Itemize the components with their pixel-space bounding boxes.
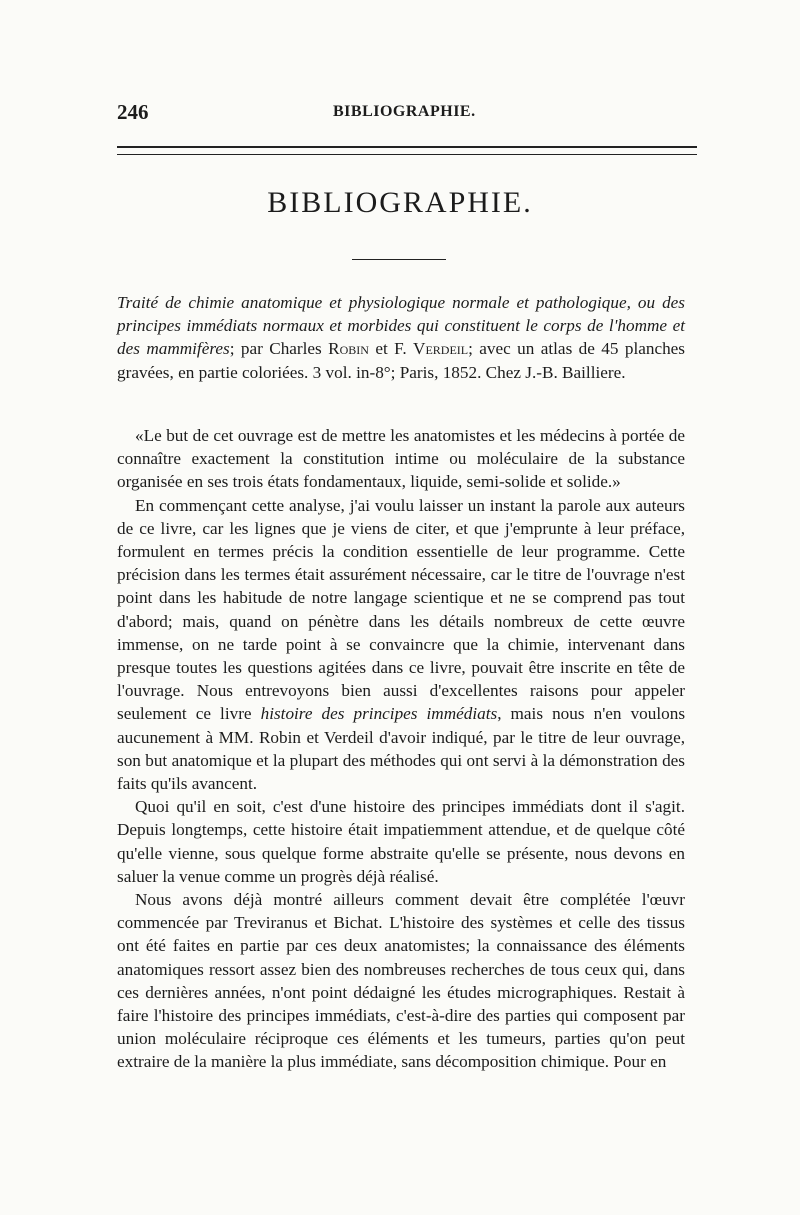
paragraph-2 <box>117 494 685 796</box>
paragraph-1: «Le but de cet ouvrage est de mettre les anatomistes et les médecins à portée de connaître exactement la constitution intime ou moléculaire de la substance organisée en ses trois états fondamentaux, liquide, semi-solide et solide.» <box>117 426 685 492</box>
title-rule <box>352 259 446 260</box>
entry-and: et F. <box>368 339 414 359</box>
running-title: BIBLIOGRAPHIE. <box>333 103 476 120</box>
bibliographic-entry <box>117 291 685 384</box>
article-body <box>117 424 685 1074</box>
entry-by: ; par Charles <box>229 339 329 359</box>
entry-author-1: Robin <box>328 339 369 359</box>
entry-author-2: Verdeil <box>413 339 469 359</box>
paragraph-4: Nous avons déjà montré ailleurs comment devait être complétée l'œuvr commencée par Treviranus et Bichat. L'histoire des systèmes et celle des tissus ont été faites en partie par ces deux anatomistes; la connaissance des éléments anatomiques ressort assez bien des nombreuses recherches de tous ceux qui, dans ces dernières années, n'ont point dédaigné les études micrographiques. Restait à faire l'histoire des principes immédiats, c'est-à-dire des parties qui composent par union moléculaire réciproque ces éléments et les tumeurs, parties qu'on peut extraire de la manière la plus immédiate, sans décomposition chimique. Pour en <box>117 890 685 1072</box>
running-head <box>117 100 700 124</box>
header-double-rule <box>117 146 697 155</box>
paragraph-3: Quoi qu'il en soit, c'est d'une histoire des principes immédiats dont il s'agit. Depuis longtemps, cette histoire était impatiemment attendue, et de quelque côté qu'elle vienne, sous quelque forme abstraite qu'elle se présente, nous devons en saluer la venue comme un progrès déjà réalisé. <box>117 797 685 886</box>
paragraph-2-italic: histoire des principes immédiats <box>260 704 498 724</box>
page-number: 246 <box>117 100 149 124</box>
paragraph-2-part-b: , mais nous n'en voulons aucunement à MM. Robin et Verdeil d'avoir indiqué, par le titre de leur ouvrage, son but anatomique et la plupart des méthodes qui ont servi à la démonstration des faits qu'ils avancent. <box>117 704 686 794</box>
entry-details: ; avec un atlas de 45 planches gravées, en partie coloriées. 3 vol. in-8°; Paris, 1852. Chez J.-B. Bailliere. <box>117 339 685 382</box>
section-title: BIBLIOGRAPHIE. <box>267 186 533 219</box>
paragraph-2-part-a: En commençant cette analyse, j'ai voulu laisser un instant la parole aux auteurs de ce livre, car les lignes que je viens de citer, et que j'emprunte à leur préface, formulent en termes précis la condition essentielle de leur programme. Cette précision dans les termes était assurément nécessaire, car le titre de l'ouvrage n'est point dans les habitude de notre langage scientique et ne se comprend pas tout d'abord; mais, quand on pénètre dans les détails nombreux de cette œuvre immense, on ne tarde point à se convaincre que la chimie, intervenant dans presque toutes les questions agitées dans ce livre, pouvait être inscrite en tête de l'ouvrage. Nous entrevoyons bien aussi d'excellentes raisons pour appeler seulement ce livre <box>117 495 685 724</box>
entry-title: Traité de chimie anatomique et physiologique normale et pathologique, ou des principes immédiats normaux et morbides qui constituent le corps de l'homme et des mammifères <box>117 293 685 359</box>
